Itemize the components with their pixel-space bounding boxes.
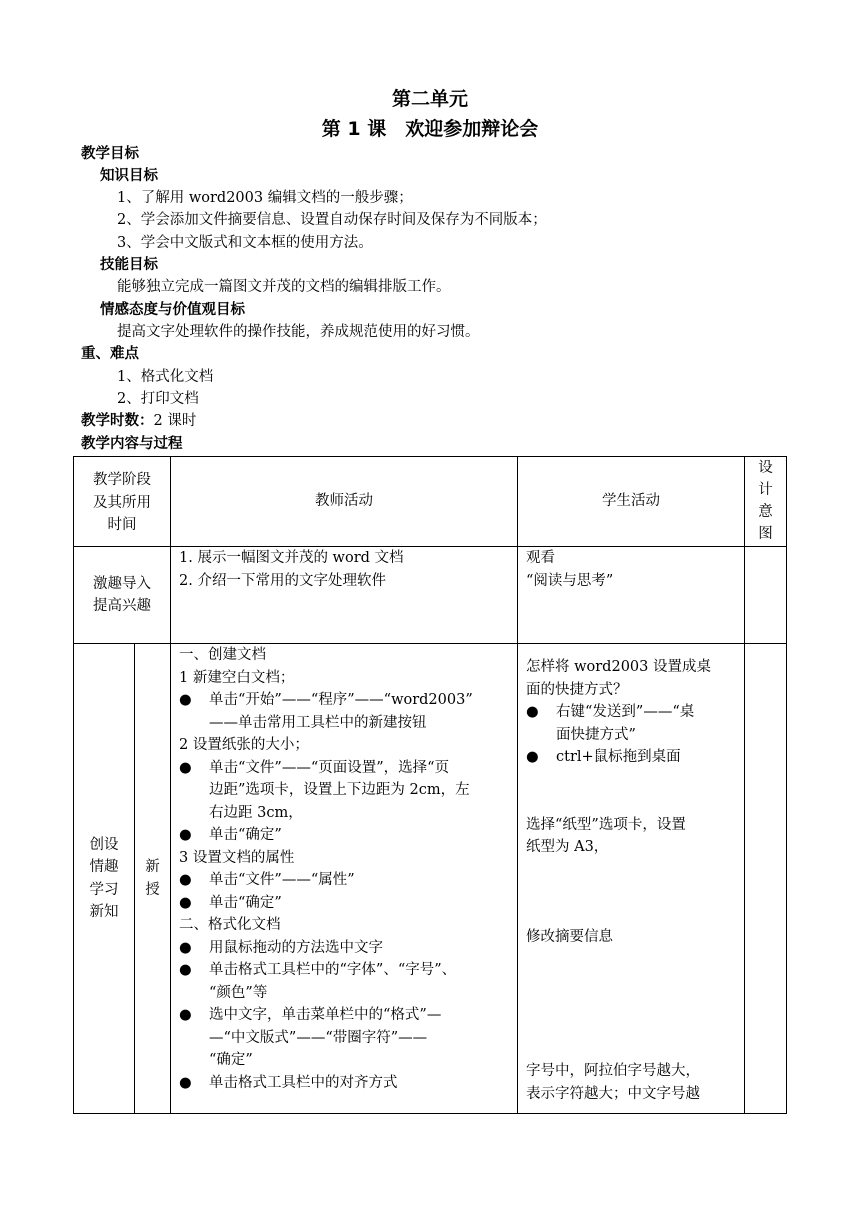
row1-design (745, 547, 787, 644)
header-stage-line: 教学阶段 (93, 472, 151, 488)
list-item (179, 892, 511, 915)
header-stage-line: 及其所用 (93, 494, 151, 511)
bullet-line: 选中文字，单击菜单栏中的“格式”— (209, 1007, 442, 1023)
knowledge-item: 1、了解用 word2003 编辑文档的一般步骤； (117, 190, 413, 206)
keypoints-heading: 重、难点 (81, 346, 139, 362)
bullet-line: 单击格式工具栏中的“字体”、“字号”、 (209, 962, 457, 978)
header-teacher: 教师活动 (171, 457, 518, 547)
bullet-icon: ● (179, 962, 192, 978)
student-line: 表示字符越大；中文字号越 (526, 1085, 700, 1102)
hours-value: 2 课时 (153, 413, 197, 429)
header-design-char: 意 (758, 504, 773, 520)
bullet-line: —“中文版式”——“带圈字符”—— (209, 1029, 428, 1046)
bullet-line: 边距”选项卡，设置上下边距为 2cm，左 (209, 782, 470, 798)
student-line: 纸型为 A3， (526, 839, 609, 855)
row2-sub-line: 授 (145, 881, 160, 898)
bullet-line: “颜色”等 (209, 984, 268, 1001)
header-design-char: 图 (758, 526, 773, 542)
attitude-heading: 情感态度与价值观目标 (100, 302, 245, 318)
bullet-icon: ● (179, 872, 192, 888)
bullet-text: 单击“确定” (209, 894, 282, 911)
bullet-icon: ● (526, 704, 539, 720)
row1-student-line: 观看 (526, 550, 555, 566)
keypoint-item: 1、格式化文档 (117, 369, 214, 385)
objectives-heading: 教学目标 (81, 146, 139, 162)
row2-sub-line: 新 (145, 859, 160, 875)
skill-heading: 技能目标 (100, 257, 158, 273)
row2-stage (74, 644, 135, 1114)
bullet-icon: ● (179, 759, 192, 776)
bullet-text: 单击格式工具栏中的对齐方式 (209, 1074, 398, 1091)
row1-stage (74, 547, 171, 644)
bullet-icon: ● (179, 827, 192, 843)
knowledge-item: 3、学会中文版式和文本框的使用方法。 (117, 235, 373, 251)
knowledge-item: 2、学会添加文件摘要信息、设置自动保存时间及保存为不同版本； (117, 212, 547, 228)
student-line: 字号中，阿拉伯字号越大， (526, 1063, 700, 1079)
teacher-section: 一、创建文档 (179, 647, 266, 663)
table-header-row (74, 457, 787, 547)
student-line: 面的快捷方式？ (526, 681, 628, 698)
bullet-icon: ● (179, 939, 192, 956)
list-item (526, 701, 738, 746)
header-design-char: 计 (758, 482, 773, 498)
lesson-table (73, 456, 787, 1114)
bullet-line: 单击“开始”——“程序”——“word2003” (209, 692, 473, 708)
bullet-icon: ● (526, 749, 539, 765)
teacher-step: 3 设置文档的属性 (179, 849, 295, 866)
list-item (179, 689, 511, 734)
row1-student (518, 547, 745, 644)
skill-text: 能够独立完成一篇图文并茂的文档的编辑排版工作。 (117, 279, 451, 295)
header-design-char: 设 (758, 460, 773, 476)
list-item (179, 824, 511, 847)
attitude-text: 提高文字处理软件的操作技能，养成规范使用的好习惯。 (117, 324, 480, 340)
bullet-icon: ● (179, 1007, 192, 1023)
list-item (179, 959, 511, 1004)
header-stage-line: 时间 (107, 517, 137, 533)
teaching-hours (81, 411, 196, 431)
row1-stage-line: 激趣导入 (93, 575, 151, 592)
process-heading: 教学内容与过程 (81, 436, 183, 452)
bullet-text: ctrl+鼠标拖到桌面 (556, 749, 681, 765)
student-line: 选择“纸型”选项卡，设置 (526, 816, 686, 833)
list-item (526, 746, 738, 769)
lesson-title: 第 1 课 欢迎参加辩论会 (321, 118, 539, 140)
bullet-text: 单击“文件”——“属性” (209, 872, 355, 888)
bullet-text: 单击“确定” (209, 827, 282, 843)
row2-stage-line: 创设 (89, 836, 119, 853)
list-item (179, 1004, 511, 1072)
table-row (74, 547, 787, 644)
row2-student (518, 644, 745, 1114)
header-stage (74, 457, 171, 547)
list-item (179, 869, 511, 892)
knowledge-heading: 知识目标 (100, 168, 158, 184)
teacher-step: 2 设置纸张的大小； (179, 737, 309, 753)
list-item (179, 1072, 511, 1095)
bullet-line: 面快捷方式” (556, 726, 636, 743)
bullet-icon: ● (179, 692, 192, 708)
table-row (74, 644, 787, 1114)
row1-student-line: “阅读与思考” (526, 572, 614, 589)
bullet-icon: ● (179, 894, 192, 911)
bullet-line: “确定” (209, 1052, 253, 1068)
row2-design (745, 644, 787, 1114)
row1-teacher-line: 1. 展示一幅图文并茂的 word 文档 (179, 550, 404, 566)
student-line: 修改摘要信息 (526, 928, 613, 945)
row2-sub (135, 644, 171, 1114)
row2-stage-line: 情趣 (89, 859, 119, 875)
bullet-text: 用鼠标拖动的方法选中文字 (209, 939, 383, 956)
unit-title: 第二单元 (391, 88, 468, 110)
row1-teacher-line: 2. 介绍一下常用的文字处理软件 (179, 572, 386, 589)
bullet-line: ——单击常用工具栏中的新建按钮 (209, 714, 427, 731)
header-student: 学生活动 (518, 457, 745, 547)
bullet-line: 右边距 3cm， (209, 804, 303, 821)
bullet-line: 右键“发送到”——“桌 (556, 704, 695, 720)
row1-teacher (171, 547, 518, 644)
hours-label: 教学时数： (81, 413, 154, 429)
row1-stage-line: 提高兴趣 (93, 598, 151, 614)
bullet-line: 单击“文件”——“页面设置”，选择“页 (209, 759, 450, 776)
student-line: 怎样将 word2003 设置成桌 (526, 659, 711, 675)
header-design (745, 457, 787, 547)
list-item (179, 937, 511, 960)
list-item (179, 757, 511, 825)
bullet-icon: ● (179, 1074, 192, 1091)
teacher-step: 1 新建空白文档； (179, 669, 295, 686)
teacher-section: 二、格式化文档 (179, 917, 281, 933)
row2-stage-line: 学习 (89, 881, 119, 898)
row2-stage-line: 新知 (89, 904, 119, 920)
keypoint-item: 2、打印文档 (117, 391, 199, 407)
row2-teacher (171, 644, 518, 1114)
